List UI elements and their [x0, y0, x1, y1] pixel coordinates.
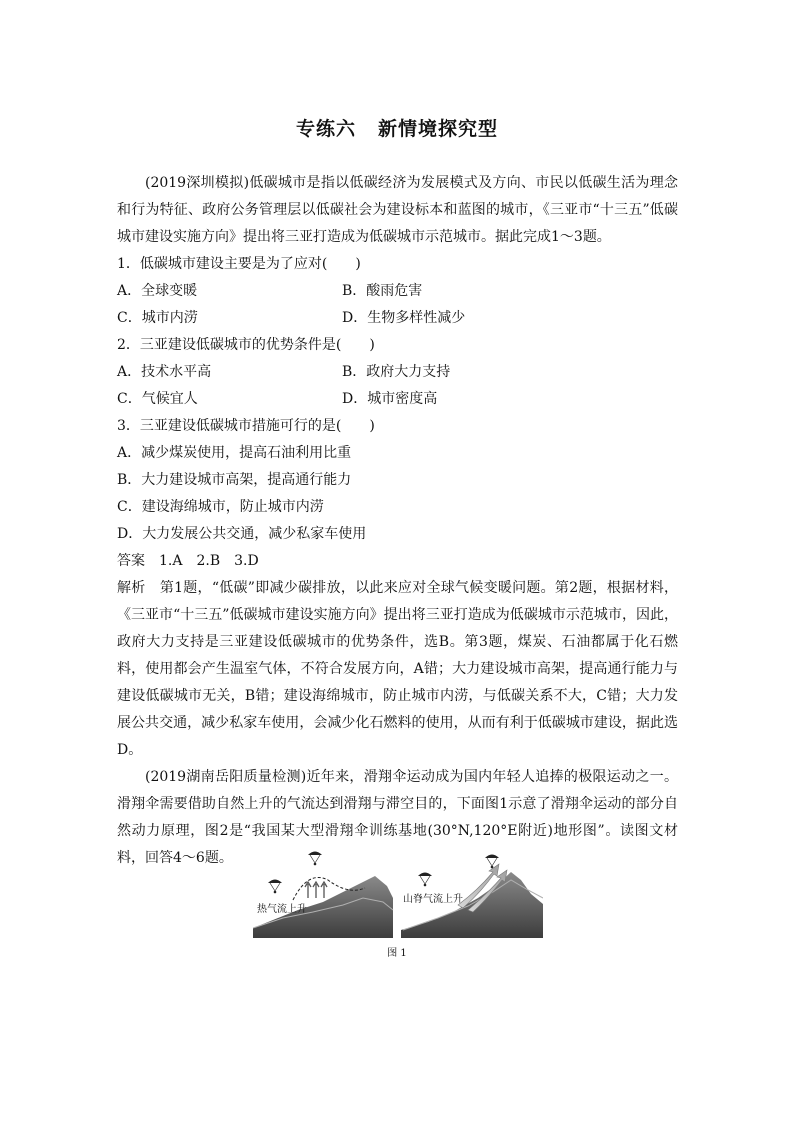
question-1-options-row-2 — [117, 305, 678, 332]
mountain-shape-2 — [401, 872, 543, 938]
question-2-options-row-1 — [117, 359, 678, 386]
answer-line — [117, 548, 678, 575]
analysis-text: 第1题，“低碳”即减少碳排放，以此来应对全球气候变暖问题。第2题，根据材料，《三亚市“十三五”低碳城市建设实施方向》提出将三亚打造成为低碳城市示范城市，因此，政府大力支持是三亚建设低碳城市的优势条件，选B。第3题，煤炭、石油都属于化石燃料，使用都会产生温室气体，不符合发展方向，A错；大力建设城市高架，提高通行能力与建设低碳城市无关，B错；建设海绵城市，防止城市内涝，与低碳关系不大，C错；大力发展公共交通，减少私家车使用，会减少化石燃料的使用，从而有利于低碳城市建设，据此选D。 — [117, 580, 678, 758]
paraglider-icon — [308, 852, 322, 866]
question-1-stem: 1．低碳城市建设主要是为了应对( ) — [117, 256, 361, 272]
answer-text: 1.A 2.B 3.D — [159, 553, 259, 569]
q2-option-c: C．气候宜人 — [117, 391, 198, 407]
q1-option-c: C．城市内涝 — [117, 310, 198, 326]
figure-caption: 图 1 — [387, 948, 407, 959]
answer-label: 答案 — [117, 553, 145, 569]
page-title — [0, 114, 794, 141]
q1-option-a: A．全球变暖 — [117, 283, 198, 299]
analysis-label: 解析 — [117, 580, 146, 596]
q1-option-d: D．生物多样性减少 — [342, 310, 466, 326]
figure-panel-ridge — [401, 855, 543, 939]
figure-1-illustration — [253, 850, 543, 940]
figure-panel-2-label: 山脊气流上升 — [403, 894, 463, 905]
question-3-stem: 3．三亚建设低碳城市措施可行的是( ) — [117, 418, 375, 434]
figure-panel-thermal — [253, 852, 393, 939]
q3-option-b: B．大力建设城市高架，提高通行能力 — [117, 472, 352, 488]
figure-panel-1-label: 热气流上升 — [257, 904, 307, 915]
q2-option-b: B．政府大力支持 — [342, 364, 451, 380]
analysis-paragraph — [117, 575, 678, 764]
q2-option-d: D．城市密度高 — [342, 391, 438, 407]
q2-option-a: A．技术水平高 — [117, 364, 212, 380]
q3-option-a: A．减少煤炭使用，提高石油利用比重 — [117, 445, 352, 461]
q3-option-c: C．建设海绵城市，防止城市内涝 — [117, 499, 324, 515]
question-2-stem: 2．三亚建设低碳城市的优势条件是( ) — [117, 337, 375, 353]
paraglider-icon — [418, 873, 432, 887]
title-right: 新情境探究型 — [378, 118, 499, 140]
question-2-options-row-2 — [117, 386, 678, 413]
thermal-arrows — [305, 882, 327, 898]
q3-option-d: D．大力发展公共交通，减少私家车使用 — [117, 526, 367, 542]
title-left: 专练六 — [295, 118, 356, 140]
question-block — [117, 170, 678, 872]
paraglider-icon — [268, 880, 282, 894]
intro-paragraph-2: (2019湖南岳阳质量检测)近年来，滑翔伞运动成为国内年轻人追捧的极限运动之一。滑翔伞需要借助自然上升的气流达到滑翔与滞空目的，下面图1示意了滑翔伞运动的部分自然动力原理，图2是“我国某大型滑翔伞训练基地(30°N,120°E附近)地形图”。读图文材料，回答4～6题。 — [117, 769, 678, 866]
intro-paragraph-1: (2019深圳模拟)低碳城市是指以低碳经济为发展模式及方向、市民以低碳生活为理念和行为特征、政府公务管理层以低碳社会为建设标本和蓝图的城市，《三亚市“十三五”低碳城市建设实施方向》提出将三亚打造成为低碳城市示范城市。据此完成1～3题。 — [117, 175, 678, 245]
question-1-options-row-1 — [117, 278, 678, 305]
q1-option-b: B．酸雨危害 — [342, 283, 423, 299]
